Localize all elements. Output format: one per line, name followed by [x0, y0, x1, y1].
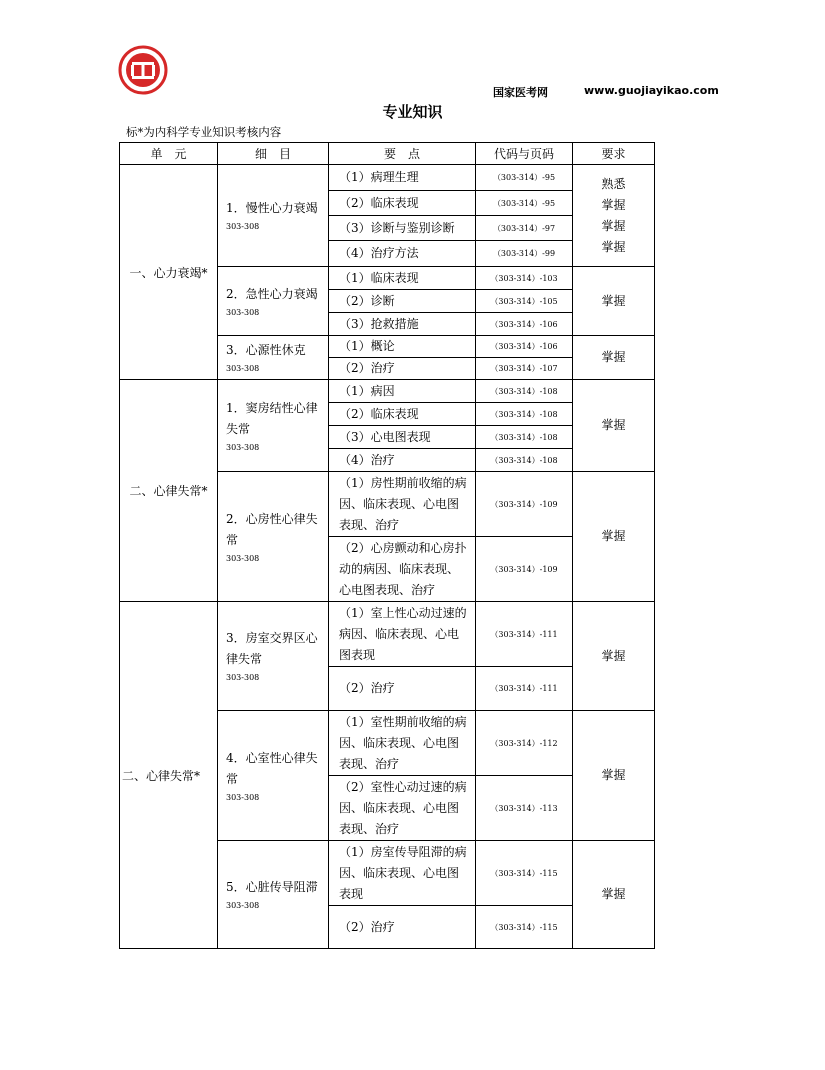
- code-cell: （303-314）-97: [476, 216, 573, 241]
- col-header-code: 代码与页码: [476, 143, 573, 165]
- col-header-subitem: 细 目: [218, 143, 329, 165]
- subitem-code: 303-308: [226, 901, 260, 910]
- table-header-row: [120, 143, 655, 165]
- code-cell: （303-314）-108: [476, 449, 573, 472]
- subitem-label: 3．房室交界区心律失常: [226, 631, 318, 666]
- requirement-value: 熟悉: [601, 176, 626, 191]
- point-cell: （1）室上性心动过速的病因、临床表现、心电图表现: [329, 602, 476, 667]
- requirement-value: 掌握: [601, 197, 626, 212]
- point-cell: （2）室性心动过速的病因、临床表现、心电图表现、治疗: [329, 776, 476, 841]
- subitem-cell: [218, 267, 329, 336]
- requirement-value: 掌握: [601, 239, 626, 254]
- code-cell: （303-314）-108: [476, 380, 573, 403]
- subitem-cell: [218, 711, 329, 841]
- brand-name: 国家医考网: [493, 86, 548, 99]
- subitem-code: 303-308: [226, 307, 260, 317]
- brand-logo: [118, 45, 168, 95]
- subitem-label: 1．慢性心力衰竭: [226, 201, 318, 215]
- subitem-label: 2．心房性心律失常: [226, 511, 318, 547]
- code-cell: （303-314）-95: [476, 165, 573, 191]
- requirement-cell: 掌握: [573, 267, 655, 336]
- subitem-code: 303-308: [226, 553, 260, 563]
- point-cell: （1）病理生理: [329, 165, 476, 191]
- code-cell: （303-314）-95: [476, 191, 573, 216]
- code-cell: （303-314）-113: [476, 776, 573, 841]
- point-cell: （1）房室传导阻滞的病因、临床表现、心电图表现: [329, 841, 476, 906]
- point-cell: （2）临床表现: [329, 191, 476, 216]
- subitem-code: 303-308: [226, 364, 260, 373]
- point-cell: （2）治疗: [329, 358, 476, 380]
- table-row: [120, 165, 655, 191]
- syllabus-table: [119, 142, 655, 949]
- subitem-cell: [218, 336, 329, 380]
- subitem-code: 303-308: [226, 792, 260, 802]
- code-cell: （303-314）-106: [476, 336, 573, 358]
- table-row: [120, 380, 655, 403]
- unit-cell: 二、心律失常*: [120, 380, 218, 602]
- unit-cell: 二、心律失常*: [120, 602, 218, 949]
- code-cell: （303-314）-115: [476, 841, 573, 906]
- site-url[interactable]: www.guojiayikao.com: [584, 84, 719, 97]
- point-cell: （2）治疗: [329, 667, 476, 711]
- point-cell: （3）诊断与鉴别诊断: [329, 216, 476, 241]
- code-cell: （303-314）-106: [476, 313, 573, 336]
- point-cell: （4）治疗: [329, 449, 476, 472]
- point-cell: （3）抢救措施: [329, 313, 476, 336]
- requirement-value: 掌握: [601, 218, 626, 233]
- subitem-label: 5．心脏传导阻滞: [226, 880, 318, 894]
- subitem-label: 1．窦房结性心律失常: [226, 400, 318, 436]
- requirement-cell: 掌握: [573, 336, 655, 380]
- table-row: [120, 602, 655, 667]
- point-cell: （1）房性期前收缩的病因、临床表现、心电图表现、治疗: [329, 472, 476, 537]
- subitem-cell: [218, 841, 329, 949]
- requirement-cell: 掌握: [573, 841, 655, 949]
- subitem-cell: [218, 165, 329, 267]
- code-cell: （303-314）-111: [476, 602, 573, 667]
- point-cell: （2）诊断: [329, 290, 476, 313]
- subitem-label: 4．心室性心律失常: [226, 750, 318, 786]
- code-cell: （303-314）-109: [476, 537, 573, 602]
- code-cell: （303-314）-99: [476, 241, 573, 267]
- subitem-cell: [218, 472, 329, 602]
- subitem-code: 303-308: [226, 442, 260, 452]
- code-cell: （303-314）-115: [476, 906, 573, 949]
- point-cell: （1）室性期前收缩的病因、临床表现、心电图表现、治疗: [329, 711, 476, 776]
- subitem-label: 3．心源性休克: [226, 343, 306, 357]
- subitem-code: 303-308: [226, 222, 260, 231]
- code-cell: （303-314）-108: [476, 426, 573, 449]
- requirement-cell: 掌握: [573, 711, 655, 841]
- unit-cell: 一、心力衰竭*: [120, 165, 218, 380]
- code-cell: （303-314）-103: [476, 267, 573, 290]
- point-cell: （4）治疗方法: [329, 241, 476, 267]
- table-note: 标*为内科学专业知识考核内容: [126, 125, 282, 139]
- requirement-cell: 掌握: [573, 472, 655, 602]
- point-cell: （2）治疗: [329, 906, 476, 949]
- code-cell: （303-314）-109: [476, 472, 573, 537]
- page-title: 专业知识: [382, 103, 443, 121]
- col-header-point: 要 点: [329, 143, 476, 165]
- subitem-label: 2．急性心力衰竭: [226, 286, 318, 301]
- point-cell: （2）心房颤动和心房扑动的病因、临床表现、心电图表现、治疗: [329, 537, 476, 602]
- code-cell: （303-314）-112: [476, 711, 573, 776]
- point-cell: （3）心电图表现: [329, 426, 476, 449]
- code-cell: （303-314）-111: [476, 667, 573, 711]
- code-cell: （303-314）-108: [476, 403, 573, 426]
- point-cell: （1）病因: [329, 380, 476, 403]
- subitem-cell: [218, 380, 329, 472]
- point-cell: （1）概论: [329, 336, 476, 358]
- requirement-cell: 掌握: [573, 380, 655, 472]
- code-cell: （303-314）-105: [476, 290, 573, 313]
- subitem-cell: [218, 602, 329, 711]
- col-header-requirement: 要求: [573, 143, 655, 165]
- subitem-code: 303-308: [226, 673, 260, 682]
- point-cell: （1）临床表现: [329, 267, 476, 290]
- requirement-cell: 掌握: [573, 602, 655, 711]
- col-header-unit: 单 元: [120, 143, 218, 165]
- point-cell: （2）临床表现: [329, 403, 476, 426]
- requirement-cell: [573, 165, 655, 267]
- code-cell: （303-314）-107: [476, 358, 573, 380]
